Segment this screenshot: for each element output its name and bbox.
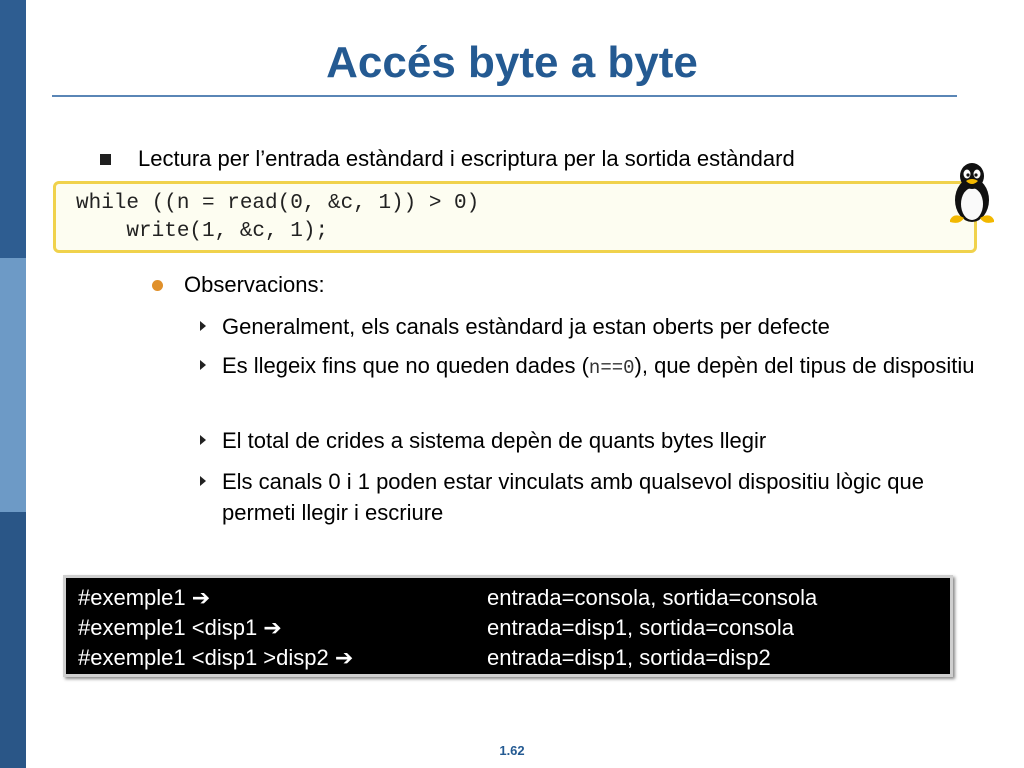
example-command: #exemple1 ➔ [78,585,211,610]
title-divider [52,95,957,97]
list-item-text: Els canals 0 i 1 poden estar vinculats amb qualsevol dispositiu lògic que permeti llegir i escriure [222,469,924,525]
list-item-text [222,350,1002,384]
example-result: entrada=disp1, sortida=consola [487,615,794,640]
accent-bar-segment [0,258,26,512]
square-bullet-icon [100,154,111,165]
example-command: #exemple1 <disp1 >disp2 ➔ [78,645,354,670]
accent-bar-segment [0,512,26,768]
example-command: #exemple1 <disp1 ➔ [78,615,282,640]
page-number: 1.62 [499,743,525,758]
list-item-text: El total de crides a sistema depèn de quants bytes llegir [222,428,767,453]
list-item-text-part: Es llegeix fins que no queden dades ( [222,353,589,378]
tux-penguin-icon [944,160,1000,226]
triangle-bullet-icon [200,435,206,445]
list-item-text-part: ), que depèn del tipus de dispositiu [634,353,975,378]
code-block [53,181,977,253]
list-item-text: Generalment, els canals estàndard ja estan oberts per defecte [222,314,830,339]
triangle-bullet-icon [200,476,206,486]
example-result: entrada=disp1, sortida=disp2 [487,645,771,670]
accent-bar-segment [0,0,26,258]
triangle-bullet-icon [200,321,206,331]
examples-box [63,575,953,677]
observations-heading-text: Observacions: [184,272,325,297]
left-accent-bar [0,0,26,768]
example-result: entrada=consola, sortida=consola [487,585,818,610]
slide-title: Accés byte a byte [326,38,698,87]
main-bullet-text: Lectura per l’entrada estàndard i escriptura per la sortida estàndard [138,146,795,171]
code-line: write(1, &c, 1); [76,220,329,243]
inline-code: n==0 [588,357,635,379]
round-bullet-icon [152,280,163,291]
triangle-bullet-icon [200,360,206,370]
code-line: while ((n = read(0, &c, 1)) > 0) [76,192,480,215]
